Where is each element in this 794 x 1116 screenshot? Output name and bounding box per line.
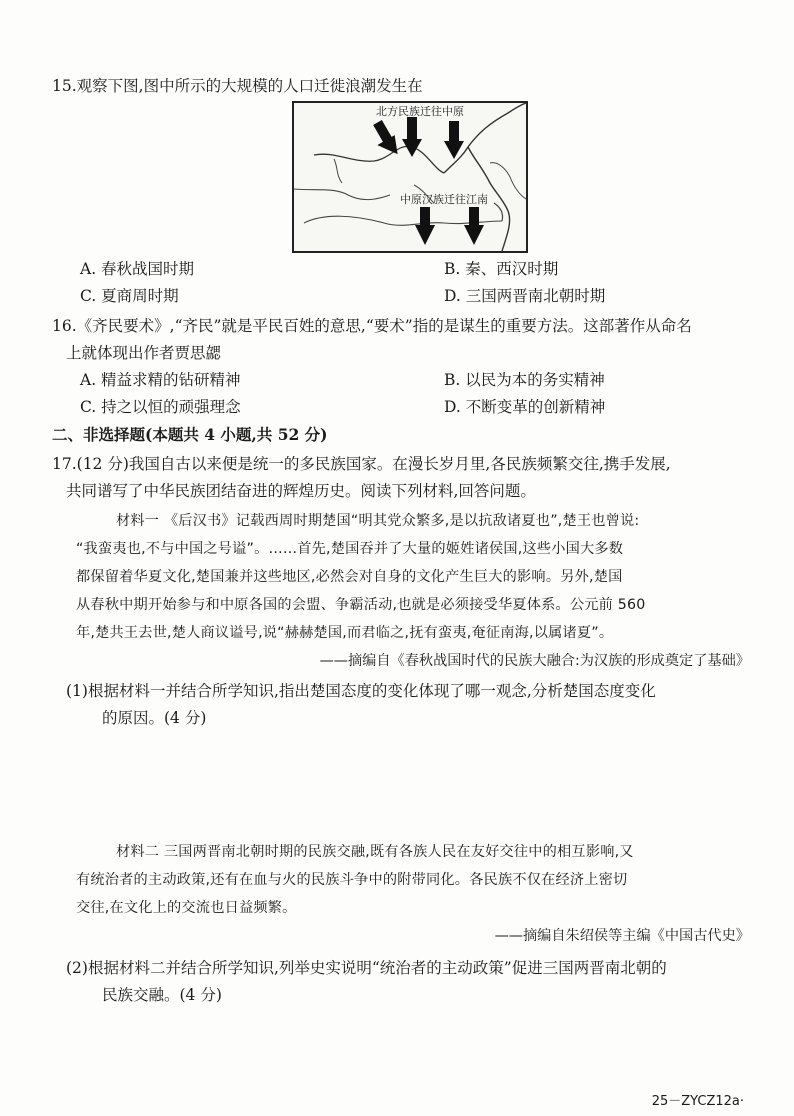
material1-line3: 都保留着华夏文化,楚国兼并这些地区,必然会对自身的文化产生巨大的影响。另外,楚国	[76, 569, 623, 585]
material2-line2: 有统治者的主动政策,还有在血与火的民族斗争中的附带同化。各民族不仅在经济上密切	[76, 872, 628, 888]
material1-line2: “我蛮夷也,不与中国之号谥”。……首先,楚国吞并了大量的姬姓诸侯国,这些小国大多数	[76, 541, 624, 557]
q17-stem-line1: 17.(12 分)我国自古以来便是统一的多民族国家。在漫长岁月里,各民族频繁交往,携手发展,	[52, 455, 671, 473]
material2-source: ——摘编自朱绍侯等主编《中国古代史》	[494, 928, 750, 944]
q17-sub2-line1: (2)根据材料二并结合所学知识,列举史实说明“统治者的主动政策”促进三国两晋南北朝的	[66, 959, 667, 977]
material2-line3: 交往,在文化上的交流也日益频繁。	[76, 900, 297, 916]
q15-option-d: D. 三国两晋南北朝时期	[444, 287, 606, 305]
arrow-south-1	[415, 207, 435, 245]
arrow-north-3	[444, 121, 464, 159]
map-drawing	[294, 103, 526, 251]
q15-option-b: B. 秦、西汉时期	[444, 260, 559, 278]
q17-sub1-line1: (1)根据材料一并结合所学知识,指出楚国态度的变化体现了哪一观念,分析楚国态度变化	[66, 682, 656, 700]
q17-stem-line2: 共同谱写了中华民族团结奋进的辉煌历史。阅读下列材料,回答问题。	[66, 482, 536, 500]
q15-option-a: A. 春秋战国时期	[80, 260, 195, 278]
map-label-north: 北方民族迁往中原	[376, 105, 464, 118]
arrow-south-2	[464, 207, 484, 245]
q16-stem-line1: 16.《齐民要术》,“齐民”就是平民百姓的意思,“要术”指的是谋生的重要方法。这部著作从命名	[52, 317, 692, 335]
q16-option-a: A. 精益求精的钻研精神	[80, 371, 241, 389]
q15-stem: 15.观察下图,图中所示的大规模的人口迁徙浪潮发生在	[52, 77, 423, 95]
q16-option-d: D. 不断变革的创新精神	[444, 398, 606, 416]
q16-option-c: C. 持之以恒的顽强理念	[80, 398, 241, 416]
q16-stem-line2: 上就体现出作者贾思勰	[66, 344, 222, 362]
q17-sub2-line2: 民族交融。(4 分)	[102, 986, 222, 1004]
q16-option-b: B. 以民为本的务实精神	[444, 371, 605, 389]
material1-line5: 年,楚共王去世,楚人商议谥号,说“赫赫楚国,而君临之,抚有蛮夷,奄征南海,以属诸夏”。	[76, 625, 614, 641]
material1-line4: 从春秋中期开始参与和中原各国的会盟、争霸活动,也就是必须接受华夏体系。公元前 560	[76, 597, 646, 613]
section2-title: 二、非选择题(本题共 4 小题,共 52 分)	[52, 425, 328, 444]
material2-line1: 材料二 三国两晋南北朝时期的民族交融,既有各族人民在友好交往中的相互影响,又	[116, 844, 634, 860]
migration-map	[292, 101, 528, 253]
material1-line1: 材料一 《后汉书》记载西周时期楚国“明其党众繁多,是以抗敌诸夏也”,楚王也曾说:	[116, 513, 640, 529]
q17-sub1-line2: 的原因。(4 分)	[102, 709, 207, 727]
page-footer: 25－ZYCZ12a·	[651, 1094, 744, 1109]
map-label-south: 中原汉族迁往江南	[400, 193, 488, 206]
material1-source: ——摘编自《春秋战国时代的民族大融合:为汉族的形成奠定了基础》	[319, 653, 750, 669]
q15-option-c: C. 夏商周时期	[80, 287, 179, 305]
